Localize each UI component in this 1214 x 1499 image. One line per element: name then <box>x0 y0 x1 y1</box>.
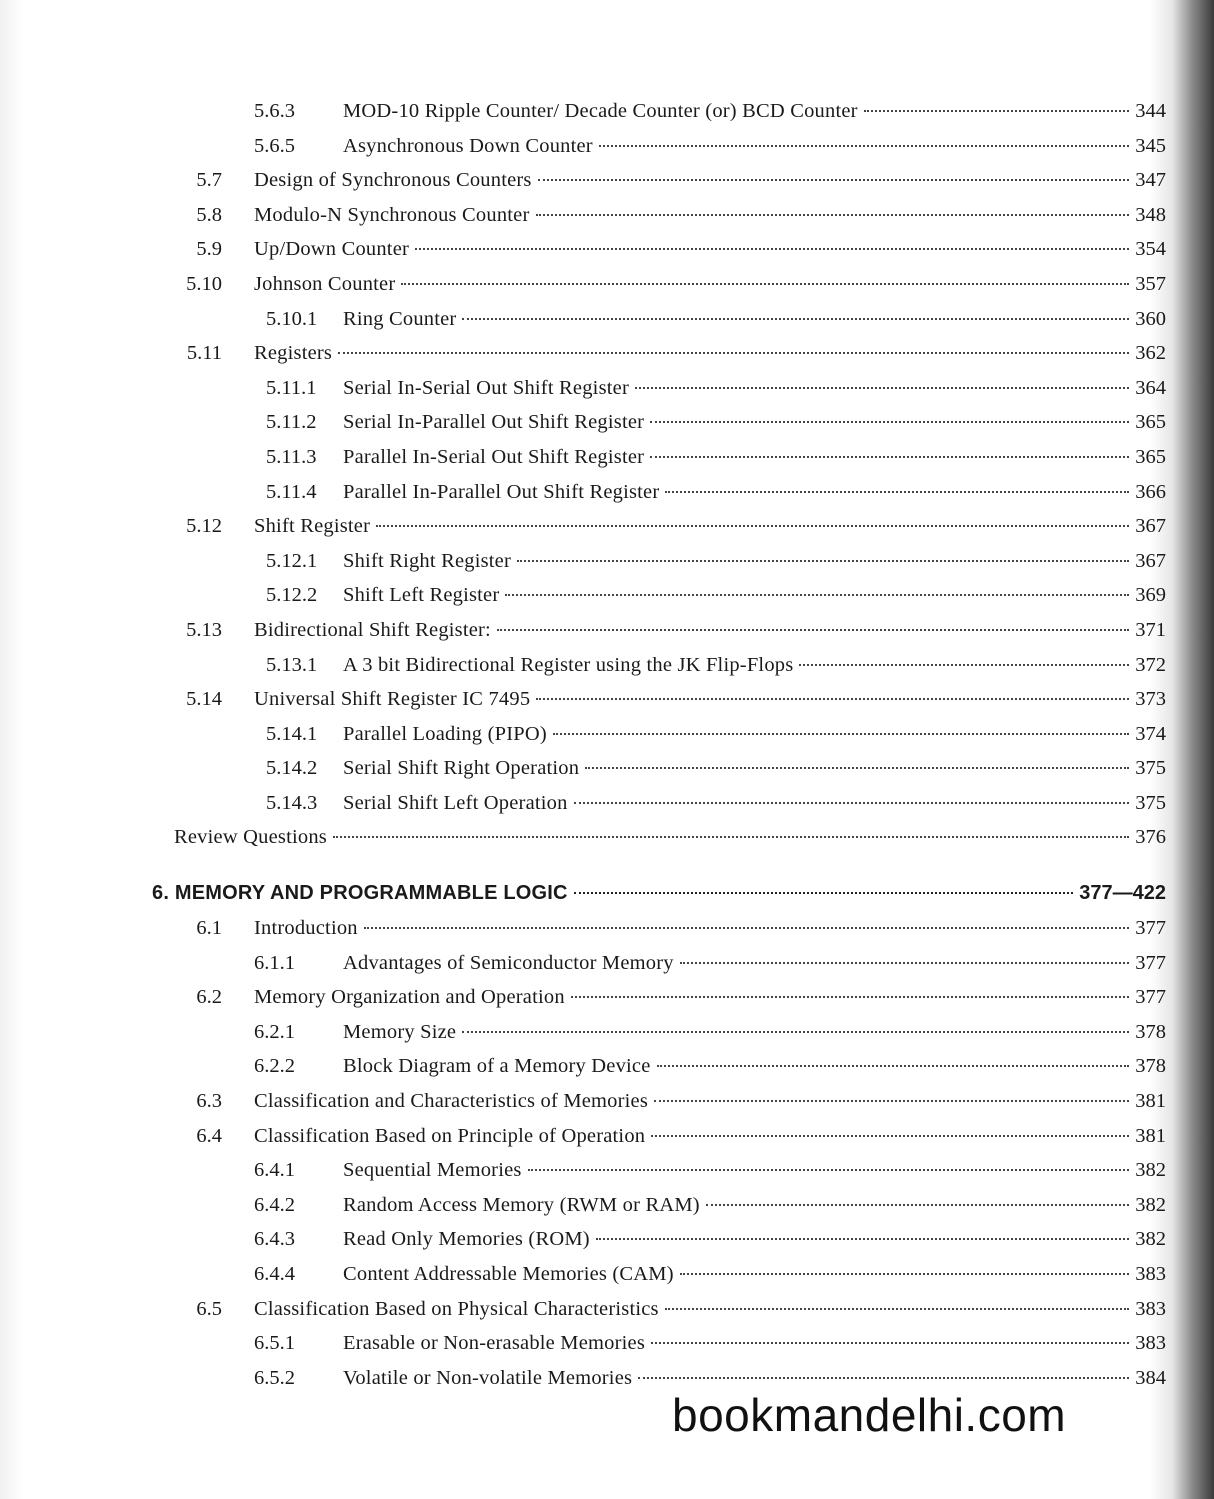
dot-leader <box>571 996 1129 998</box>
toc-line <box>343 1188 1166 1223</box>
section-title: Parallel In-Serial Out Shift Register <box>343 445 645 468</box>
dot-leader <box>553 733 1129 735</box>
chapter-title-text: MEMORY AND PROGRAMMABLE LOGIC <box>174 882 568 905</box>
section-title: Advantages of Semiconductor Memory <box>343 951 674 974</box>
toc-entry <box>0 1222 1214 1257</box>
dot-leader <box>462 1031 1129 1033</box>
page-number: 378 <box>1135 1055 1166 1078</box>
section-number: 5.9 <box>196 238 222 261</box>
toc-entry <box>0 786 1214 821</box>
dot-leader <box>462 318 1129 320</box>
section-title: A 3 bit Bidirectional Register using the JK Flip-Flops <box>343 653 794 676</box>
toc-line <box>343 1153 1166 1188</box>
toc-line <box>343 717 1166 752</box>
toc-entry <box>0 1084 1214 1119</box>
section-title: Serial In-Serial Out Shift Register <box>343 376 629 399</box>
page-number: 372 <box>1135 653 1166 676</box>
dot-leader <box>864 110 1130 112</box>
toc-entry <box>0 336 1214 371</box>
toc-line <box>254 980 1166 1015</box>
toc-line <box>343 1049 1166 1084</box>
toc-entry <box>0 163 1214 198</box>
toc-entry <box>0 1015 1214 1050</box>
dot-leader <box>505 594 1129 596</box>
dot-leader <box>401 283 1129 285</box>
section-number: 5.13.1 <box>266 653 318 676</box>
dot-leader <box>497 629 1129 631</box>
dot-leader <box>665 1308 1130 1310</box>
section-title: Serial Shift Right Operation <box>343 757 580 780</box>
chapter-page-range: 377—422 <box>1079 882 1166 905</box>
toc-entry <box>0 717 1214 752</box>
page-number: 383 <box>1135 1263 1166 1285</box>
page-number: 366 <box>1135 480 1166 503</box>
section-title: Ring Counter <box>343 307 457 330</box>
toc-line <box>343 751 1166 786</box>
toc-line <box>343 440 1166 475</box>
section-number: 5.14.3 <box>266 791 318 814</box>
toc-entry <box>0 129 1214 164</box>
toc-entry <box>0 1188 1214 1223</box>
dot-leader <box>338 352 1129 354</box>
dot-leader <box>680 962 1130 964</box>
section-title: Parallel Loading (PIPO) <box>343 722 547 745</box>
section-number: 5.10.1 <box>266 307 318 330</box>
dot-leader <box>517 560 1129 562</box>
dot-leader <box>654 1100 1129 1102</box>
section-title: Memory Organization and Operation <box>254 986 565 1009</box>
section-title: Design of Synchronous Counters <box>254 169 532 192</box>
toc-entry <box>0 751 1214 786</box>
section-number: 5.13 <box>186 618 222 641</box>
dot-leader <box>585 767 1129 769</box>
toc-line <box>254 613 1166 648</box>
toc-line <box>343 786 1166 821</box>
toc-line <box>343 946 1166 981</box>
page-number: 369 <box>1135 584 1166 607</box>
page-number: 364 <box>1135 376 1166 399</box>
toc-line <box>254 1119 1166 1154</box>
section-number: 6.3 <box>196 1090 222 1113</box>
page-number: 347 <box>1135 169 1166 192</box>
page-number: 378 <box>1135 1020 1166 1043</box>
page-number: 381 <box>1135 1124 1166 1147</box>
section-title: Random Access Memory (RWM or RAM) <box>343 1193 700 1216</box>
section-number: 5.11.3 <box>266 445 317 468</box>
section-number: 5.12.1 <box>266 549 318 572</box>
section-number: 5.8 <box>196 203 222 226</box>
section-title: MOD-10 Ripple Counter/ Decade Counter (or) BCD Counter <box>343 100 858 122</box>
toc-line <box>343 544 1166 579</box>
toc-entry <box>0 1292 1214 1327</box>
toc-entry <box>0 405 1214 440</box>
section-title: Memory Size <box>343 1020 457 1043</box>
page-number: 357 <box>1135 272 1166 295</box>
page-number: 384 <box>1135 1366 1166 1389</box>
page-number: 365 <box>1135 445 1166 468</box>
page-number: 373 <box>1135 688 1166 711</box>
page-number: 377 <box>1135 951 1166 974</box>
toc-line <box>343 1257 1166 1292</box>
dot-leader <box>799 664 1129 666</box>
page-number: 382 <box>1135 1193 1166 1216</box>
section-number: 6.1.1 <box>254 951 295 974</box>
page-number: 354 <box>1135 238 1166 261</box>
toc-line <box>174 820 1166 855</box>
toc-line <box>343 578 1166 613</box>
page-number: 345 <box>1135 134 1166 157</box>
section-number: 5.6.5 <box>254 134 295 157</box>
toc-line <box>254 911 1166 946</box>
section-title: Read Only Memories (ROM) <box>343 1228 590 1251</box>
section-number: 5.14 <box>186 688 222 711</box>
section-number: 6.4.3 <box>254 1228 295 1251</box>
section-number: 5.11.1 <box>266 376 317 399</box>
toc-entry <box>0 648 1214 683</box>
watermark-text: bookmandelhi.com <box>672 1389 1067 1441</box>
section-number: 6.4.1 <box>254 1159 295 1182</box>
dot-leader <box>536 698 1129 700</box>
toc-entry <box>0 198 1214 233</box>
toc-line <box>343 1222 1166 1257</box>
toc-entry <box>0 371 1214 406</box>
toc-line <box>343 94 1166 129</box>
toc-entry <box>0 544 1214 579</box>
dot-leader <box>333 836 1129 838</box>
toc-line <box>343 1326 1166 1361</box>
toc-entry <box>0 911 1214 946</box>
dot-leader <box>574 802 1130 804</box>
dot-leader <box>538 179 1130 181</box>
section-title: Up/Down Counter <box>254 238 410 261</box>
section-title: Universal Shift Register IC 7495 <box>254 688 531 711</box>
page-number: 362 <box>1135 342 1166 365</box>
section-number: 6.4.4 <box>254 1263 295 1285</box>
page-number: 375 <box>1135 791 1166 814</box>
section-number: 6.2 <box>196 986 222 1009</box>
section-title: Volatile or Non-volatile Memories <box>343 1366 633 1389</box>
section-title: Erasable or Non-erasable Memories <box>343 1332 646 1355</box>
toc-line <box>254 336 1166 371</box>
chapter-heading <box>0 875 1214 911</box>
toc-entry <box>0 475 1214 510</box>
dot-leader <box>650 421 1129 423</box>
section-number: 5.11.4 <box>266 480 317 503</box>
dot-leader <box>706 1204 1129 1206</box>
section-number: 5.12.2 <box>266 584 318 607</box>
toc-entry <box>0 94 1214 129</box>
section-number: 6.5.2 <box>254 1366 295 1389</box>
chapter-line <box>152 875 1166 910</box>
section-title: Shift Right Register <box>343 549 511 572</box>
section-number: 5.12 <box>186 515 222 538</box>
section-title: Serial Shift Left Operation <box>343 791 568 814</box>
dot-leader <box>364 927 1130 929</box>
toc-line <box>343 302 1166 337</box>
page-number: 383 <box>1135 1332 1166 1355</box>
dot-leader <box>665 491 1129 493</box>
dot-leader <box>650 456 1129 458</box>
section-title: Sequential Memories <box>343 1159 522 1182</box>
dot-leader <box>536 214 1130 216</box>
toc-entry <box>0 946 1214 981</box>
table-of-contents <box>0 94 1214 1395</box>
page-number: 377 <box>1135 986 1166 1009</box>
toc-line <box>254 509 1166 544</box>
dot-leader <box>680 1273 1129 1275</box>
section-title: Modulo-N Synchronous Counter <box>254 203 530 226</box>
page-number: 374 <box>1135 722 1166 745</box>
section-number: 5.11.2 <box>266 411 317 434</box>
toc-entry <box>0 980 1214 1015</box>
section-title: Review Questions <box>174 826 327 849</box>
section-title: Johnson Counter <box>254 272 396 295</box>
page-number: 360 <box>1135 307 1166 330</box>
toc-entry <box>0 1153 1214 1188</box>
dot-leader <box>638 1377 1129 1379</box>
section-number: 5.14.1 <box>266 722 318 745</box>
toc-line <box>254 232 1166 267</box>
toc-line <box>254 1084 1166 1119</box>
toc-entry <box>0 302 1214 337</box>
toc-line <box>343 129 1166 164</box>
page-number: 382 <box>1135 1228 1166 1251</box>
toc-line <box>343 648 1166 683</box>
page-number: 367 <box>1135 515 1166 538</box>
section-number: 6.2.1 <box>254 1020 295 1043</box>
section-number: 5.10 <box>186 272 222 295</box>
toc-entry <box>0 1257 1214 1292</box>
dot-leader <box>635 387 1129 389</box>
page-number: 375 <box>1135 757 1166 780</box>
section-title: Shift Left Register <box>343 584 500 607</box>
section-number: 6.2.2 <box>254 1055 295 1078</box>
toc-line <box>254 163 1166 198</box>
toc-entry <box>0 578 1214 613</box>
page-number: 381 <box>1135 1090 1166 1113</box>
toc-entry <box>0 440 1214 475</box>
dot-leader <box>415 248 1129 250</box>
page-number: 365 <box>1135 411 1166 434</box>
dot-leader <box>651 1135 1129 1137</box>
section-title: Block Diagram of a Memory Device <box>343 1055 651 1078</box>
section-title: Introduction <box>254 917 358 940</box>
toc-line <box>343 405 1166 440</box>
dot-leader <box>528 1169 1130 1171</box>
page-number: 382 <box>1135 1159 1166 1182</box>
section-number: 6.1 <box>196 917 222 940</box>
section-number: 6.4.2 <box>254 1193 295 1216</box>
toc-entry <box>0 613 1214 648</box>
dot-leader <box>599 145 1129 147</box>
section-number: 5.14.2 <box>266 757 318 780</box>
section-title: Shift Register <box>254 515 371 538</box>
page-number: 377 <box>1135 917 1166 940</box>
section-title: Classification Based on Physical Characteristics <box>254 1297 659 1320</box>
section-number: 6.5 <box>196 1297 222 1320</box>
toc-entry <box>0 267 1214 302</box>
toc-entry <box>0 820 1214 855</box>
toc-line <box>343 1015 1166 1050</box>
section-number: 5.6.3 <box>254 100 295 122</box>
section-title: Asynchronous Down Counter <box>343 134 593 157</box>
section-title: Parallel In-Parallel Out Shift Register <box>343 480 660 503</box>
toc-entry <box>0 1049 1214 1084</box>
section-title: Classification and Characteristics of Memories <box>254 1090 649 1113</box>
dot-leader <box>376 525 1129 527</box>
dot-leader <box>651 1342 1129 1344</box>
page-number: 348 <box>1135 203 1166 226</box>
toc-line <box>343 475 1166 510</box>
section-title: Registers <box>254 342 333 365</box>
toc-entry <box>0 509 1214 544</box>
section-title: Serial In-Parallel Out Shift Register <box>343 411 645 434</box>
section-number: 6.4 <box>196 1124 222 1147</box>
section-title: Classification Based on Principle of Operation <box>254 1124 646 1147</box>
toc-line <box>254 1292 1166 1327</box>
section-title: Bidirectional Shift Register: <box>254 618 491 641</box>
section-number: 5.11 <box>186 342 222 365</box>
toc-entry <box>0 1326 1214 1361</box>
page-number: 344 <box>1135 100 1166 122</box>
toc-entry <box>0 232 1214 267</box>
chapter-title <box>152 875 568 911</box>
toc-line <box>254 267 1166 302</box>
dot-leader <box>574 892 1074 894</box>
toc-line <box>343 371 1166 406</box>
page-number: 376 <box>1135 826 1166 849</box>
section-number: 6.5.1 <box>254 1332 295 1355</box>
page-number: 371 <box>1135 618 1166 641</box>
toc-entry <box>0 1119 1214 1154</box>
toc-line <box>254 682 1166 717</box>
page-number: 367 <box>1135 549 1166 572</box>
section-number: 5.7 <box>196 169 222 192</box>
section-title: Content Addressable Memories (CAM) <box>343 1263 674 1285</box>
dot-leader <box>596 1238 1129 1240</box>
toc-entry <box>0 682 1214 717</box>
page-number: 383 <box>1135 1297 1166 1320</box>
spacer <box>0 855 1214 875</box>
toc-line <box>254 198 1166 233</box>
dot-leader <box>657 1065 1130 1067</box>
chapter-number: 6. <box>152 882 170 905</box>
